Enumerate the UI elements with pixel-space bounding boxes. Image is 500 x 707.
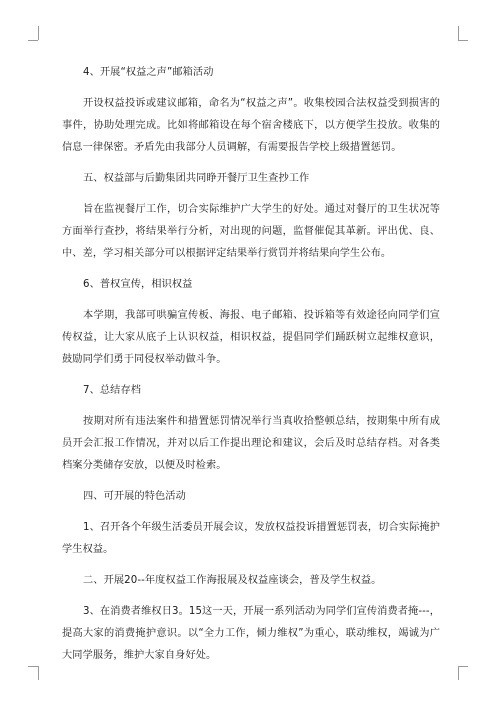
section-heading: 二、开展20--年度权益工作海报展及权益座谈会，普及学生权益。 [83, 575, 382, 586]
section-heading: 6、普权宣传，相识权益 [83, 279, 193, 290]
body-paragraph: 按期对所有违法案件和措置惩罚情况举行当真收拾整顿总结，按期集中所有成员开会汇报工作情况，并对以后工作提出理论和建议，会后及时总结存档。对各类档案分类储存安放，以便及时检索。 [62, 416, 440, 471]
section-heading: 五、权益部与后勤集团共同睁开餐厅卫生查抄工作 [83, 173, 310, 184]
document-body [62, 62, 440, 676]
body-paragraph: 本学期，我部可哄骗宣传板、海报、电子邮箱、投诉箱等有效途径向同学们宣传权益，让大家从底子上认识权益，相识权益，提倡同学们踊跃树立起维权意识，鼓励同学们勇于同侵权举动做斗争。 [62, 310, 440, 365]
section-heading: 7、总结存档 [83, 385, 142, 396]
section-heading: 4、开展“权益之声”邮箱活动 [83, 67, 214, 78]
body-paragraph: 1、召开各个年级生活委员开展会议，发放权益投诉措置惩罚表，切合实际掩护学生权益。 [62, 522, 440, 555]
body-paragraph: 3、在消费者维权日3。15这一天，开展一系列活动为同学们宣传消费者掩---，提高大家的消费掩护意识。以“全力工作，倾力维权”为重心，联动维权，竭诚为广大同学服务，维护大家自身好处。 [62, 606, 440, 661]
section-heading: 四、可开展的特色活动 [83, 491, 186, 502]
body-paragraph: 旨在监视餐厅工作，切合实际维护广大学生的好处。通过对餐厅的卫生状况等方面举行查抄，将结果举行分析，对出现的问题，监督催促其革新。评出优、良、中、差，学习相关部分可以根据评定结果举行赏罚并将结果向学生公布。 [62, 204, 440, 259]
body-paragraph: 开设权益投诉或建议邮箱，命名为“权益之声”。收集校园合法权益受到损害的事件，协助处理完成。比如将邮箱设在每个宿舍楼底下，以方便学生投放。收集的信息一律保密。矛盾先由我部分人员调解，有需要报告学校上级措置惩罚。 [62, 98, 440, 153]
